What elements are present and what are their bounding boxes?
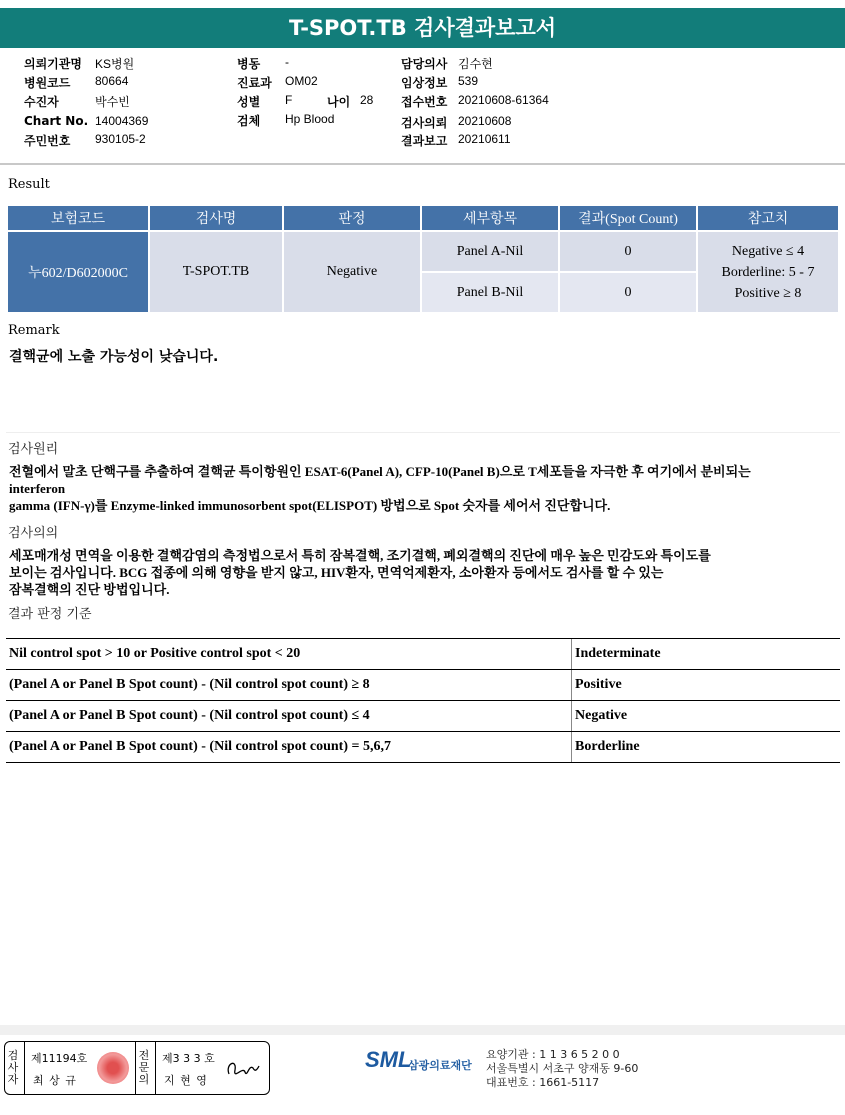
report-title: T-SPOT.TB 검사결과보고서	[0, 8, 845, 48]
criteria-condition: (Panel A or Panel B Spot count) - (Nil control spot count) = 5,6,7	[6, 732, 572, 763]
report-date-label: 결과보고	[401, 134, 448, 148]
org-address-line: 대표번호 : 1661-5117	[486, 1076, 600, 1089]
panel-b-value-cell: 0	[560, 273, 696, 312]
age-label: 나이	[327, 95, 351, 109]
receipt-no-label: 접수번호	[401, 95, 448, 109]
criteria-result: Borderline	[572, 732, 841, 763]
criteria-condition: Nil control spot > 10 or Positive control spot < 20	[6, 639, 572, 670]
request-date-value: 20210608	[458, 114, 512, 128]
table-row	[6, 639, 840, 670]
ward-value: -	[285, 55, 289, 69]
reference-negative: Negative ≤ 4	[731, 243, 805, 259]
org-address	[486, 1048, 638, 1090]
resident-no-value: 930105-2	[95, 132, 146, 146]
hospital-code-value: 80664	[95, 74, 129, 88]
age-value: 28	[360, 93, 374, 107]
test-name-cell: T-SPOT.TB	[150, 232, 282, 312]
patient-label: 수진자	[24, 95, 59, 109]
divider	[0, 163, 845, 165]
sex-value: F	[285, 93, 293, 107]
significance-text	[9, 547, 711, 598]
org-address-line: 서울특별시 서초구 양재동 9-60	[486, 1062, 639, 1075]
clinical-info-label: 임상정보	[401, 76, 448, 90]
principle-line: interferon	[9, 481, 66, 496]
divider	[155, 1042, 156, 1094]
significance-label: 검사의의	[8, 526, 59, 541]
col-judgement: 판정	[284, 206, 420, 230]
table-row	[6, 732, 840, 763]
col-detail-item: 세부항목	[422, 206, 558, 230]
criteria-table	[6, 638, 840, 763]
ward-label: 병동	[237, 57, 261, 71]
reference-positive: Positive ≥ 8	[734, 285, 802, 301]
signature-icon	[223, 1054, 263, 1084]
tester-label	[7, 1050, 21, 1086]
signature-box	[4, 1041, 270, 1095]
specimen-label: 검체	[237, 114, 261, 128]
remark-text: 결핵균에 노출 가능성이 낮습니다.	[9, 349, 219, 365]
department-value: OM02	[285, 74, 318, 88]
remark-label: Remark	[8, 323, 60, 338]
criteria-result: Indeterminate	[572, 639, 841, 670]
panel-a-name-cell: Panel A-Nil	[422, 232, 558, 271]
clinical-info-value: 539	[458, 74, 479, 88]
col-insurance-code: 보험코드	[8, 206, 148, 230]
patient-value: 박수빈	[95, 95, 130, 109]
org-logo	[365, 1047, 472, 1073]
criteria-condition: (Panel A or Panel B Spot count) - (Nil control spot count) ≥ 8	[6, 670, 572, 701]
divider	[135, 1042, 136, 1094]
specimen-value: Hp Blood	[285, 112, 335, 126]
tester-name: 최 상 규	[33, 1074, 77, 1087]
tester-label-text: 검사자	[7, 1049, 19, 1086]
specialist-label	[138, 1050, 152, 1086]
criteria-condition: (Panel A or Panel B Spot count) - (Nil control spot count) ≤ 4	[6, 701, 572, 732]
reference-borderline: Borderline: 5 - 7	[721, 264, 815, 280]
result-table-header	[8, 206, 838, 230]
resident-no-label: 주민번호	[24, 134, 71, 148]
org-address-line: 요양기관 : 1 1 3 6 5 2 0 0	[486, 1048, 620, 1061]
significance-line: 보이는 검사입니다. BCG 접종에 의해 영향을 받지 않고, HIV환자, 면역억제환자, 소아환자 등에서도 검사를 할 수 있는	[9, 565, 664, 580]
report-date-value: 20210611	[458, 132, 511, 146]
judgement-cell: Negative	[284, 232, 420, 312]
tester-license: 제11194호	[31, 1052, 88, 1065]
hospital-code-label: 병원코드	[24, 76, 71, 90]
institution-label: 의뢰기관명	[24, 57, 82, 71]
divider	[24, 1042, 25, 1094]
principle-line: 전혈에서 말초 단핵구를 추출하여 결핵균 특이항원인 ESAT-6(Panel A), CFP-10(Panel B)으로 T세포들을 자극한 후 여기에서 분비되는	[9, 464, 751, 479]
significance-line: 세포매개성 면역을 이용한 결핵감염의 측정법으로서 특히 잠복결핵, 조기결핵, 폐외결핵의 진단에 매우 높은 민감도와 특이도를	[9, 548, 711, 563]
col-spot-count: 결과(Spot Count)	[560, 206, 696, 230]
sex-label: 성별	[237, 95, 261, 109]
result-table	[6, 204, 840, 314]
table-row	[6, 701, 840, 732]
table-row	[8, 232, 838, 271]
patient-info-block	[0, 55, 845, 155]
specialist-label-text: 전문의	[138, 1049, 150, 1086]
institution-value: KS병원	[95, 57, 135, 71]
insurance-code-cell: 누602/D602000C	[8, 232, 148, 312]
criteria-label: 결과 판정 기준	[8, 607, 92, 622]
col-reference: 참고치	[698, 206, 838, 230]
panel-b-name-cell: Panel B-Nil	[422, 273, 558, 312]
criteria-result: Negative	[572, 701, 841, 732]
request-date-label: 검사의뢰	[401, 116, 448, 130]
department-label: 진료과	[237, 76, 272, 90]
principle-label: 검사원리	[8, 442, 59, 457]
chart-no-label: Chart No.	[24, 114, 89, 128]
result-section-label: Result	[8, 177, 50, 192]
seal-stamp	[97, 1052, 129, 1084]
receipt-no-value: 20210608-61364	[458, 93, 549, 107]
panel-a-value-cell: 0	[560, 232, 696, 271]
sml-logo-icon: SML	[365, 1047, 412, 1072]
org-name: 삼광의료재단	[408, 1060, 472, 1072]
specialist-license: 제3 3 3 호	[162, 1052, 215, 1065]
specialist-name: 지 현 영	[164, 1074, 208, 1087]
reference-cell	[698, 232, 838, 312]
significance-line: 잠복결핵의 진단 방법입니다.	[9, 582, 170, 597]
criteria-result: Positive	[572, 670, 841, 701]
chart-no-value: 14004369	[95, 114, 149, 128]
col-test-name: 검사명	[150, 206, 282, 230]
table-row	[6, 670, 840, 701]
divider	[6, 432, 840, 433]
principle-line: gamma (IFN-γ)를 Enzyme-linked immunosorbent spot(ELISPOT) 방법으로 Spot 숫자를 세어서 진단합니다.	[9, 498, 611, 513]
doctor-value: 김수현	[458, 57, 493, 71]
doctor-label: 담당의사	[401, 57, 448, 71]
principle-text	[9, 463, 751, 514]
